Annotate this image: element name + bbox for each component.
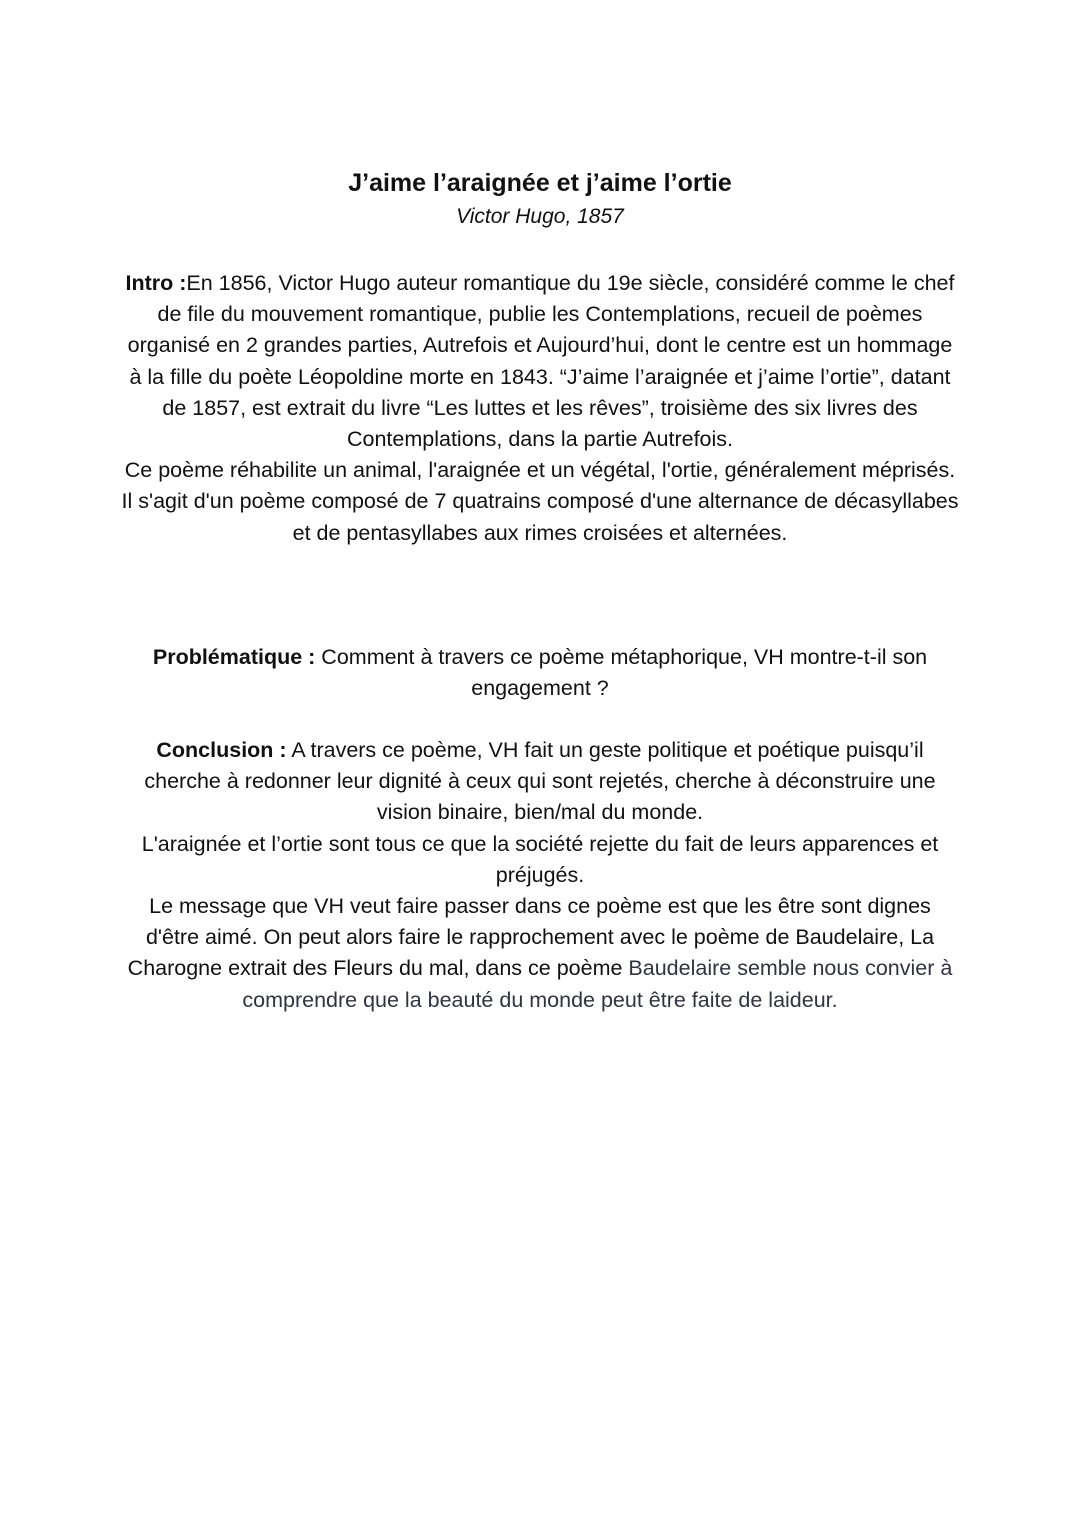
intro-paragraph bbox=[120, 268, 960, 455]
intro-label: Intro : bbox=[125, 271, 187, 295]
conclusion-paragraph-2: L'araignée et l’ortie sont tous ce que la société rejette du fait de leurs apparences et préjugés. bbox=[141, 831, 939, 887]
conclusion-text: A travers ce poème, VH fait un geste politique et poétique puisqu’il cherche à redonner leur dignité à ceux qui sont rejetés, cherche à déconstruire une vision binaire, bien/mal du monde. bbox=[144, 738, 936, 825]
document-title: J’aime l’araignée et j’aime l’ortie bbox=[348, 169, 732, 197]
intro-section bbox=[120, 268, 960, 549]
document-subtitle: Victor Hugo, 1857 bbox=[456, 205, 624, 228]
problematique-paragraph bbox=[120, 642, 960, 704]
conclusion-section bbox=[120, 735, 960, 1016]
problematique-label: Problématique : bbox=[152, 645, 316, 669]
conclusion-text-3a: Le message que VH veut faire passer dans ce poème est que les être sont dignes d'être aimé. On peut alors faire le rapprochement avec le poème de Baudelaire, La Charogne extrait des Fleurs du mal, dans ce poème bbox=[127, 894, 935, 981]
problematique-text: Comment à travers ce poème métaphorique, VH montre-t-il son engagement ? bbox=[315, 645, 928, 701]
conclusion-paragraph-3 bbox=[120, 891, 960, 1016]
conclusion-paragraph bbox=[120, 735, 960, 829]
conclusion-label: Conclusion : bbox=[156, 738, 287, 762]
conclusion-text-3b: Baudelaire semble nous convier à comprendre que la beauté du monde peut être faite de laideur. bbox=[242, 956, 953, 1012]
intro-paragraph-2: Ce poème réhabilite un animal, l'araignée et un végétal, l'ortie, généralement méprisés. Il s'agit d'un poème composé de 7 quatrains composé d'une alternance de décasyllabes et de pentasyllabes aux rimes croisées et alternées. bbox=[121, 458, 959, 545]
problematique-section bbox=[120, 642, 960, 704]
intro-text: En 1856, Victor Hugo auteur romantique du 19e siècle, considéré comme le chef de file du mouvement romantique, publie les Contemplations, recueil de poèmes organisé en 2 grandes parties, Autrefois et Aujourd’hui, dont le centre est un hommage à la fille du poète Léopoldine morte en 1843. “J’aime l’araignée et j’aime l’ortie”, datant de 1857, est extrait du livre “Les luttes et les rêves”, troisième des six livres des Contemplations, dans la partie Autrefois. bbox=[127, 271, 955, 452]
